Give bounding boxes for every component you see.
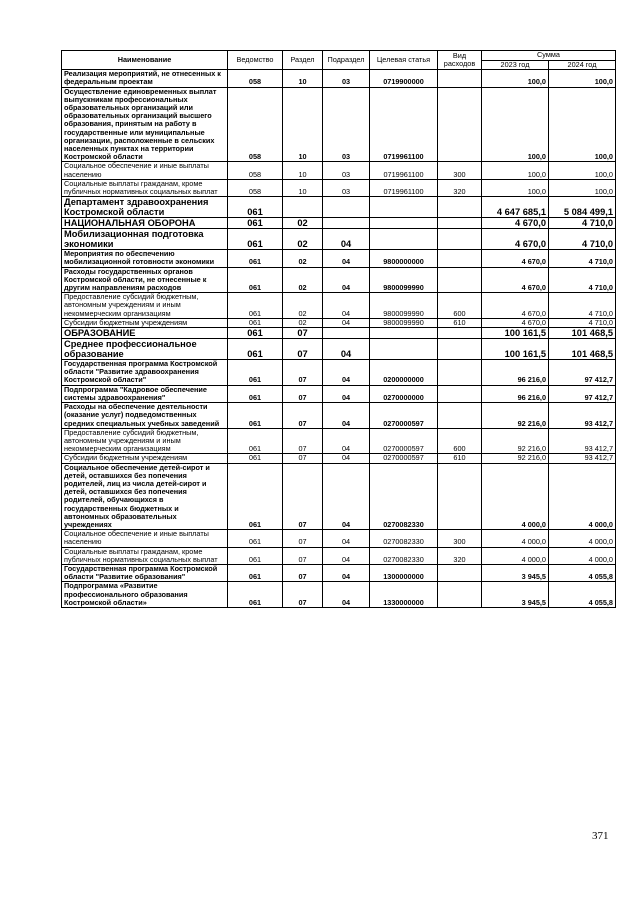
row-razdel: 07 bbox=[283, 530, 323, 547]
row-target: 9800099990 bbox=[370, 267, 438, 293]
row-name: Расходы на обеспечение деятельности (оказание услуг) подведомственных средних специальных учебных заведений bbox=[62, 403, 228, 429]
row-vedomstvo: 061 bbox=[228, 582, 283, 608]
row-podrazdel: 04 bbox=[323, 250, 370, 267]
row-sum-2024: 4 710,0 bbox=[549, 229, 616, 250]
row-target: 0270082330 bbox=[370, 463, 438, 530]
row-target: 9800099990 bbox=[370, 318, 438, 327]
row-vid: 320 bbox=[438, 179, 482, 196]
row-name: Подпрограмма «Развитие профессионального образования Костромской области» bbox=[62, 582, 228, 608]
row-podrazdel: 04 bbox=[323, 360, 370, 386]
row-sum-2024: 4 710,0 bbox=[549, 293, 616, 319]
header-target: Целевая статья bbox=[370, 51, 438, 70]
row-sum-2024: 100,0 bbox=[549, 179, 616, 196]
row-sum-2024: 93 412,7 bbox=[549, 428, 616, 454]
row-razdel: 10 bbox=[283, 70, 323, 87]
row-sum-2023: 100,0 bbox=[482, 87, 549, 162]
row-sum-2024: 4 055,8 bbox=[549, 582, 616, 608]
header-razdel: Раздел bbox=[283, 51, 323, 70]
row-sum-2024: 101 468,5 bbox=[549, 328, 616, 339]
row-sum-2024: 97 412,7 bbox=[549, 385, 616, 402]
row-razdel: 02 bbox=[283, 318, 323, 327]
budget-table bbox=[61, 50, 616, 608]
row-vedomstvo: 061 bbox=[228, 463, 283, 530]
table-row bbox=[62, 70, 616, 87]
row-podrazdel: 04 bbox=[323, 564, 370, 581]
row-vid bbox=[438, 463, 482, 530]
row-sum-2024: 4 710,0 bbox=[549, 267, 616, 293]
row-sum-2023: 4 670,0 bbox=[482, 250, 549, 267]
row-vid bbox=[438, 339, 482, 360]
table-row bbox=[62, 87, 616, 162]
table-row bbox=[62, 179, 616, 196]
row-sum-2024: 4 710,0 bbox=[549, 250, 616, 267]
row-target: 0270000597 bbox=[370, 454, 438, 463]
row-sum-2023: 96 216,0 bbox=[482, 360, 549, 386]
row-name: Государственная программа Костромской области "Развитие образования" bbox=[62, 564, 228, 581]
row-podrazdel: 04 bbox=[323, 318, 370, 327]
row-podrazdel: 04 bbox=[323, 403, 370, 429]
row-sum-2024: 4 000,0 bbox=[549, 463, 616, 530]
header-vedomstvo: Ведомство bbox=[228, 51, 283, 70]
row-vedomstvo: 061 bbox=[228, 360, 283, 386]
row-razdel: 07 bbox=[283, 547, 323, 564]
row-name: Реализация мероприятий, не отнесенных к федеральным проектам bbox=[62, 70, 228, 87]
table-row bbox=[62, 547, 616, 564]
row-sum-2024: 4 000,0 bbox=[549, 530, 616, 547]
table-row bbox=[62, 197, 616, 218]
row-vid: 300 bbox=[438, 162, 482, 179]
table-row bbox=[62, 564, 616, 581]
row-target: 1300000000 bbox=[370, 564, 438, 581]
row-sum-2024: 100,0 bbox=[549, 87, 616, 162]
row-sum-2024: 100,0 bbox=[549, 70, 616, 87]
row-vid bbox=[438, 403, 482, 429]
row-sum-2023: 100,0 bbox=[482, 162, 549, 179]
row-podrazdel: 03 bbox=[323, 179, 370, 196]
row-target bbox=[370, 339, 438, 360]
row-sum-2023: 100,0 bbox=[482, 70, 549, 87]
table-row bbox=[62, 267, 616, 293]
row-vid bbox=[438, 197, 482, 218]
row-podrazdel: 04 bbox=[323, 530, 370, 547]
row-podrazdel: 04 bbox=[323, 454, 370, 463]
row-name: Социальные выплаты гражданам, кроме публичных нормативных социальных выплат bbox=[62, 547, 228, 564]
row-podrazdel bbox=[323, 328, 370, 339]
row-razdel: 02 bbox=[283, 218, 323, 229]
row-podrazdel bbox=[323, 218, 370, 229]
row-razdel: 02 bbox=[283, 267, 323, 293]
row-name: ОБРАЗОВАНИЕ bbox=[62, 328, 228, 339]
row-name: Социальные выплаты гражданам, кроме публичных нормативных социальных выплат bbox=[62, 179, 228, 196]
row-name: Социальное обеспечение детей-сирот и детей, оставшихся без попечения родителей, лиц из числа детей-сирот и детей, оставшихся без попечения родителей, обучающихся в государственных бюджетных и автономных образовательных учреждениях bbox=[62, 463, 228, 530]
row-vid: 610 bbox=[438, 454, 482, 463]
row-vedomstvo: 061 bbox=[228, 564, 283, 581]
row-vedomstvo: 061 bbox=[228, 250, 283, 267]
row-vid bbox=[438, 564, 482, 581]
row-podrazdel: 04 bbox=[323, 463, 370, 530]
table-body bbox=[62, 70, 616, 608]
row-name: Подпрограмма "Кадровое обеспечение системы здравоохранения" bbox=[62, 385, 228, 402]
row-sum-2024: 93 412,7 bbox=[549, 403, 616, 429]
table-row bbox=[62, 530, 616, 547]
row-vedomstvo: 061 bbox=[228, 403, 283, 429]
row-vedomstvo: 061 bbox=[228, 328, 283, 339]
row-vid: 600 bbox=[438, 293, 482, 319]
row-name: Мобилизационная подготовка экономики bbox=[62, 229, 228, 250]
row-name: Предоставление субсидий бюджетным, автономным учреждениям и иным некоммерческим организациям bbox=[62, 428, 228, 454]
row-target: 0270000597 bbox=[370, 403, 438, 429]
row-vedomstvo: 058 bbox=[228, 162, 283, 179]
row-vedomstvo: 061 bbox=[228, 530, 283, 547]
row-target: 0270000000 bbox=[370, 385, 438, 402]
table-row bbox=[62, 318, 616, 327]
row-vid bbox=[438, 328, 482, 339]
row-name: Социальное обеспечение и иные выплаты населению bbox=[62, 162, 228, 179]
row-vedomstvo: 058 bbox=[228, 87, 283, 162]
row-razdel: 10 bbox=[283, 87, 323, 162]
table-row bbox=[62, 218, 616, 229]
table-row bbox=[62, 403, 616, 429]
row-podrazdel: 04 bbox=[323, 339, 370, 360]
table-header bbox=[62, 51, 616, 70]
row-vid bbox=[438, 250, 482, 267]
table-row bbox=[62, 293, 616, 319]
row-vedomstvo: 061 bbox=[228, 318, 283, 327]
row-sum-2024: 5 084 499,1 bbox=[549, 197, 616, 218]
row-sum-2024: 101 468,5 bbox=[549, 339, 616, 360]
row-name: Среднее профессиональное образование bbox=[62, 339, 228, 360]
row-razdel: 07 bbox=[283, 463, 323, 530]
row-name: Расходы государственных органов Костромской области, не отнесенные к другим направлениям расходов bbox=[62, 267, 228, 293]
row-podrazdel: 03 bbox=[323, 70, 370, 87]
row-target: 9800099990 bbox=[370, 293, 438, 319]
row-razdel: 10 bbox=[283, 179, 323, 196]
row-podrazdel: 04 bbox=[323, 229, 370, 250]
table-row bbox=[62, 463, 616, 530]
row-vid: 320 bbox=[438, 547, 482, 564]
row-vedomstvo: 061 bbox=[228, 197, 283, 218]
row-vedomstvo: 061 bbox=[228, 454, 283, 463]
row-target bbox=[370, 229, 438, 250]
row-razdel: 07 bbox=[283, 428, 323, 454]
row-target: 0719900000 bbox=[370, 70, 438, 87]
row-podrazdel: 04 bbox=[323, 428, 370, 454]
row-sum-2024: 4 055,8 bbox=[549, 564, 616, 581]
row-name: Предоставление субсидий бюджетным, автономным учреждениям и иным некоммерческим организациям bbox=[62, 293, 228, 319]
row-vid bbox=[438, 218, 482, 229]
row-vid: 610 bbox=[438, 318, 482, 327]
row-sum-2023: 96 216,0 bbox=[482, 385, 549, 402]
table-row bbox=[62, 229, 616, 250]
row-target: 1330000000 bbox=[370, 582, 438, 608]
row-vid: 600 bbox=[438, 428, 482, 454]
row-sum-2023: 100 161,5 bbox=[482, 328, 549, 339]
row-name: Государственная программа Костромской области "Развитие здравоохранения Костромской области" bbox=[62, 360, 228, 386]
row-target: 0200000000 bbox=[370, 360, 438, 386]
row-sum-2024: 4 710,0 bbox=[549, 318, 616, 327]
header-summa: Сумма bbox=[482, 51, 616, 61]
row-razdel: 07 bbox=[283, 582, 323, 608]
table-row bbox=[62, 250, 616, 267]
row-target bbox=[370, 197, 438, 218]
row-sum-2024: 93 412,7 bbox=[549, 454, 616, 463]
row-sum-2023: 4 670,0 bbox=[482, 318, 549, 327]
row-target bbox=[370, 218, 438, 229]
row-razdel: 02 bbox=[283, 250, 323, 267]
row-sum-2023: 92 216,0 bbox=[482, 428, 549, 454]
row-name: Мероприятия по обеспечению мобилизационной готовности экономики bbox=[62, 250, 228, 267]
row-podrazdel bbox=[323, 197, 370, 218]
row-vedomstvo: 061 bbox=[228, 428, 283, 454]
row-target: 0270000597 bbox=[370, 428, 438, 454]
header-podrazdel: Подраздел bbox=[323, 51, 370, 70]
row-sum-2024: 4 710,0 bbox=[549, 218, 616, 229]
row-name: Субсидии бюджетным учреждениям bbox=[62, 318, 228, 327]
row-vedomstvo: 061 bbox=[228, 385, 283, 402]
row-vid bbox=[438, 360, 482, 386]
header-name: Наименование bbox=[62, 51, 228, 70]
row-sum-2023: 92 216,0 bbox=[482, 403, 549, 429]
row-podrazdel: 04 bbox=[323, 293, 370, 319]
row-name: Департамент здравоохранения Костромской области bbox=[62, 197, 228, 218]
table-row bbox=[62, 328, 616, 339]
row-vid bbox=[438, 267, 482, 293]
table-row bbox=[62, 582, 616, 608]
row-sum-2023: 3 945,5 bbox=[482, 564, 549, 581]
row-vid bbox=[438, 87, 482, 162]
row-sum-2023: 4 670,0 bbox=[482, 293, 549, 319]
row-razdel: 07 bbox=[283, 339, 323, 360]
row-sum-2024: 100,0 bbox=[549, 162, 616, 179]
row-sum-2024: 4 000,0 bbox=[549, 547, 616, 564]
row-razdel bbox=[283, 197, 323, 218]
row-sum-2023: 4 000,0 bbox=[482, 547, 549, 564]
row-sum-2023: 4 670,0 bbox=[482, 218, 549, 229]
row-sum-2023: 4 000,0 bbox=[482, 463, 549, 530]
row-podrazdel: 03 bbox=[323, 162, 370, 179]
table-row bbox=[62, 385, 616, 402]
row-target: 0270082330 bbox=[370, 530, 438, 547]
row-vid bbox=[438, 229, 482, 250]
row-vedomstvo: 061 bbox=[228, 218, 283, 229]
row-podrazdel: 04 bbox=[323, 582, 370, 608]
row-podrazdel: 04 bbox=[323, 267, 370, 293]
row-vedomstvo: 061 bbox=[228, 229, 283, 250]
row-sum-2024: 97 412,7 bbox=[549, 360, 616, 386]
row-razdel: 07 bbox=[283, 454, 323, 463]
row-target bbox=[370, 328, 438, 339]
row-razdel: 07 bbox=[283, 360, 323, 386]
row-podrazdel: 04 bbox=[323, 385, 370, 402]
row-razdel: 07 bbox=[283, 403, 323, 429]
row-vedomstvo: 058 bbox=[228, 179, 283, 196]
row-razdel: 07 bbox=[283, 328, 323, 339]
row-vid: 300 bbox=[438, 530, 482, 547]
row-sum-2023: 3 945,5 bbox=[482, 582, 549, 608]
row-razdel: 07 bbox=[283, 564, 323, 581]
row-vedomstvo: 061 bbox=[228, 293, 283, 319]
row-vid bbox=[438, 70, 482, 87]
row-razdel: 10 bbox=[283, 162, 323, 179]
row-name: Осуществление единовременных выплат выпускникам профессиональных образовательных организаций или образовательных организаций высшего образования, принятым на работу в государственные или муниципальные организации, расположенные в сельских населенных пунктах на территории Костромской области bbox=[62, 87, 228, 162]
table-row bbox=[62, 428, 616, 454]
row-vedomstvo: 061 bbox=[228, 267, 283, 293]
row-razdel: 02 bbox=[283, 229, 323, 250]
row-name: Субсидии бюджетным учреждениям bbox=[62, 454, 228, 463]
row-target: 0719961100 bbox=[370, 162, 438, 179]
row-sum-2023: 4 000,0 bbox=[482, 530, 549, 547]
row-target: 0270082330 bbox=[370, 547, 438, 564]
row-razdel: 07 bbox=[283, 385, 323, 402]
row-vedomstvo: 058 bbox=[228, 70, 283, 87]
table-row bbox=[62, 339, 616, 360]
row-name: НАЦИОНАЛЬНАЯ ОБОРОНА bbox=[62, 218, 228, 229]
table-row bbox=[62, 360, 616, 386]
row-vedomstvo: 061 bbox=[228, 339, 283, 360]
row-vid bbox=[438, 582, 482, 608]
row-vid bbox=[438, 385, 482, 402]
header-2023: 2023 год bbox=[482, 61, 549, 70]
header-vid: Вид расходов bbox=[438, 51, 482, 70]
header-2024: 2024 год bbox=[549, 61, 616, 70]
table-row bbox=[62, 454, 616, 463]
row-target: 0719961100 bbox=[370, 87, 438, 162]
row-sum-2023: 4 670,0 bbox=[482, 267, 549, 293]
row-podrazdel: 03 bbox=[323, 87, 370, 162]
row-target: 9800000000 bbox=[370, 250, 438, 267]
row-podrazdel: 04 bbox=[323, 547, 370, 564]
page-number: 371 bbox=[592, 830, 609, 842]
row-razdel: 02 bbox=[283, 293, 323, 319]
row-sum-2023: 100,0 bbox=[482, 179, 549, 196]
row-target: 0719961100 bbox=[370, 179, 438, 196]
table-row bbox=[62, 162, 616, 179]
row-vedomstvo: 061 bbox=[228, 547, 283, 564]
row-sum-2023: 100 161,5 bbox=[482, 339, 549, 360]
row-sum-2023: 4 647 685,1 bbox=[482, 197, 549, 218]
row-name: Социальное обеспечение и иные выплаты населению bbox=[62, 530, 228, 547]
row-sum-2023: 92 216,0 bbox=[482, 454, 549, 463]
row-sum-2023: 4 670,0 bbox=[482, 229, 549, 250]
